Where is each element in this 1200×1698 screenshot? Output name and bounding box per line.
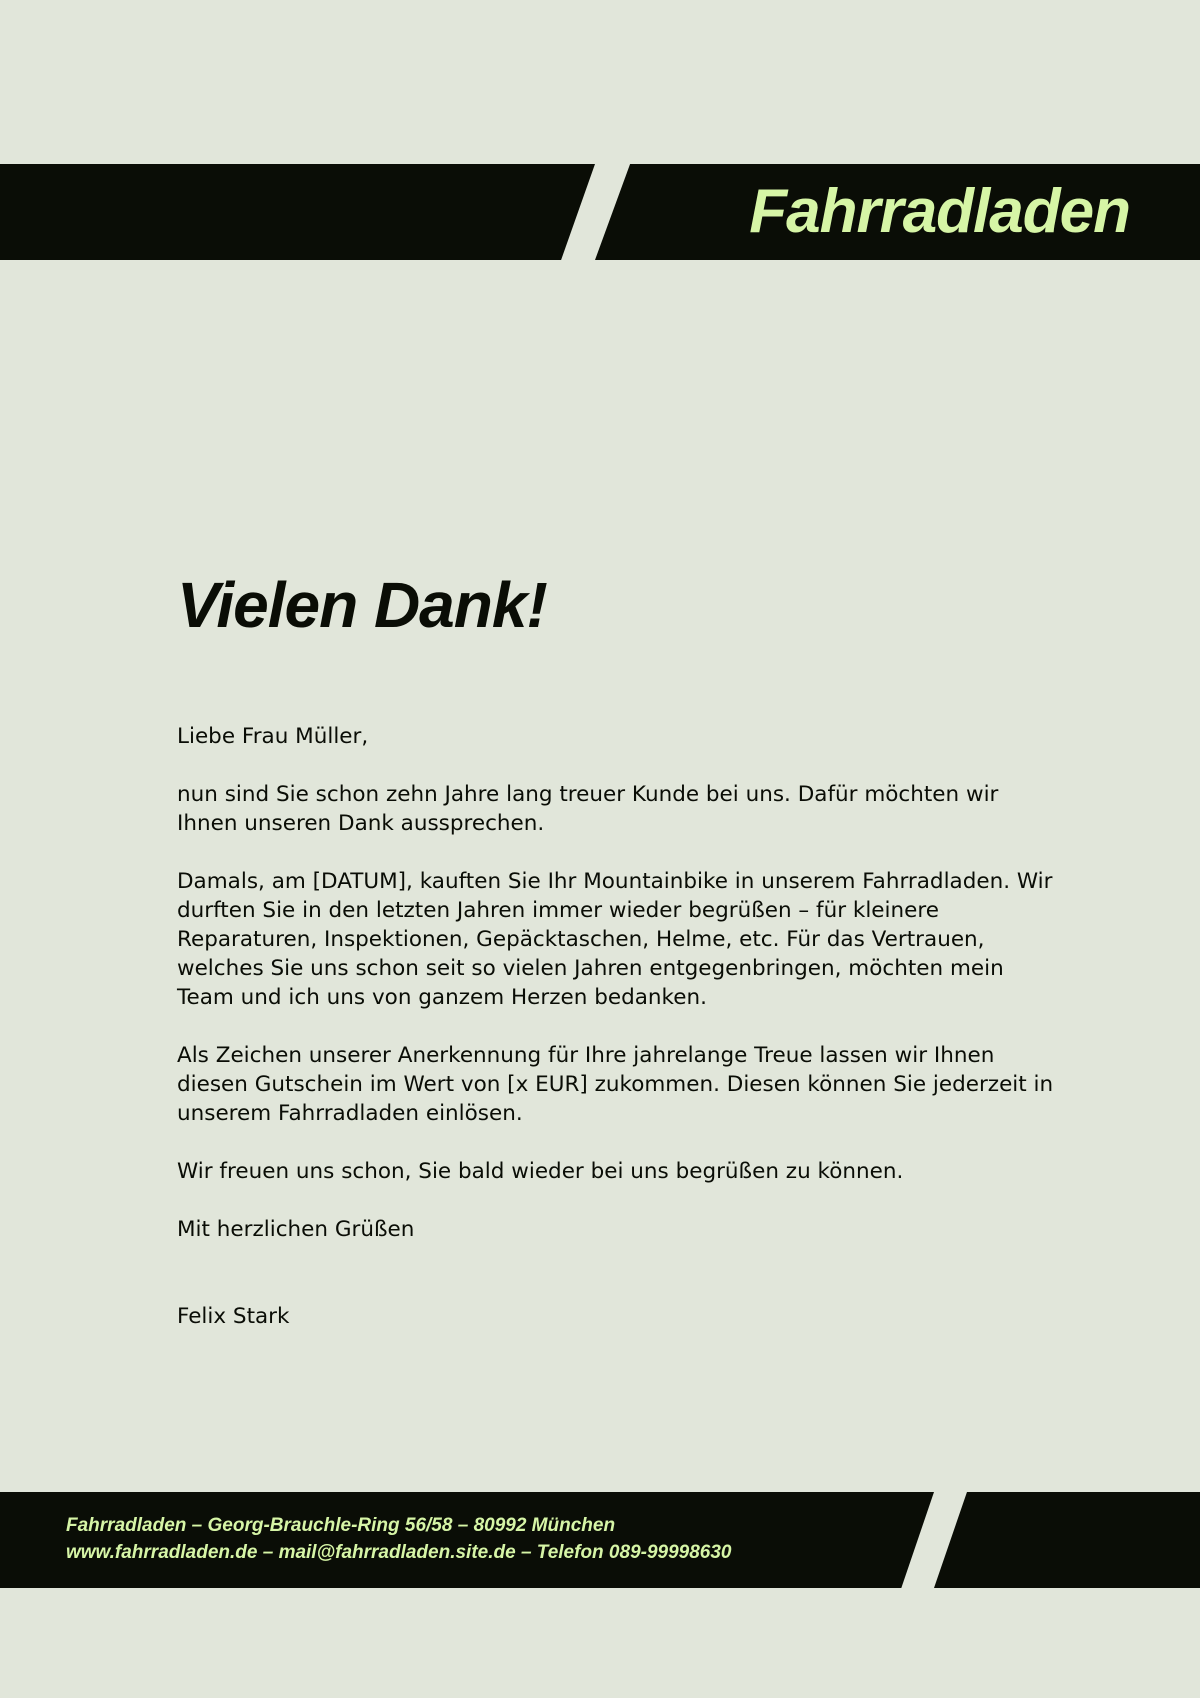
letter-paragraph-3: Als Zeichen unserer Anerkennung für Ihre jahrelange Treue lassen wir Ihnen diesen Gutschein im Wert von [x EUR] zukommen. Diesen können Sie jederzeit in unserem Fahrradladen einlösen. xyxy=(177,1043,1054,1126)
letter-signature: Felix Stark xyxy=(177,1304,290,1329)
letter-salutation: Liebe Frau Müller, xyxy=(177,724,369,749)
letter-paragraph-4: Wir freuen uns schon, Sie bald wieder bei uns begrüßen zu können. xyxy=(177,1159,904,1184)
footer-band-right xyxy=(934,1492,1200,1588)
letter-body xyxy=(177,722,1057,1331)
footer-contact-line: www.fahrradladen.de – mail@fahrradladen.site.de – Telefon 089-99998630 xyxy=(66,1542,732,1563)
footer-address-line: Fahrradladen – Georg-Brauchle-Ring 56/58 – 80992 München xyxy=(66,1515,616,1536)
letter-closing: Mit herzlichen Grüßen xyxy=(177,1217,415,1242)
brand-logo-text: Fahrradladen xyxy=(749,177,1130,246)
letter-paragraph-2: Damals, am [DATUM], kauften Sie Ihr Mountainbike in unserem Fahrradladen. Wir durften Sie in den letzten Jahren immer wieder begrüßen – für kleinere Reparaturen, Inspektionen, Gepäcktaschen, Helme, etc. Für das Vertrauen, welches Sie uns schon seit so vielen Jahren entgegenbringen, möchten mein Team und ich uns von ganzem Herzen bedanken. xyxy=(177,869,1053,1010)
header-band-left xyxy=(0,164,595,260)
letter-paragraph-1: nun sind Sie schon zehn Jahre lang treuer Kunde bei uns. Dafür möchten wir Ihnen unseren Dank aussprechen. xyxy=(177,782,999,836)
footer-contact xyxy=(66,1512,732,1566)
letter-headline: Vielen Dank! xyxy=(177,569,547,641)
